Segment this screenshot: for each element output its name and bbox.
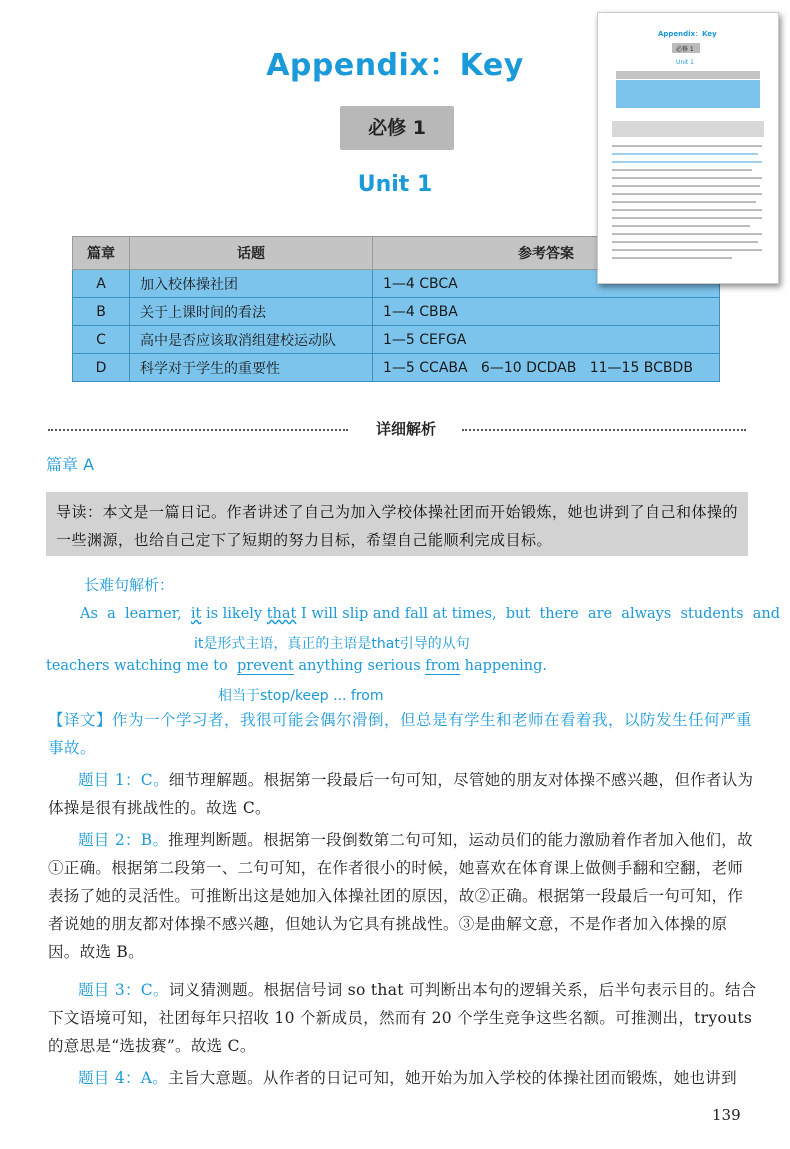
long-sentence-title: 长难句解析： [84,576,175,594]
table-row [73,298,720,326]
question-1 [48,766,758,822]
sentence-part: I will slip and fall at times, but there are always students and [296,606,781,622]
grammar-note-1: it是形式主语，真正的主语是that引导的从句 [194,636,470,652]
header-chapter: 篇章 [73,237,130,270]
row-chapter: D [73,354,130,382]
header-answer: 参考答案 [373,237,720,270]
sentence-part: teachers watching me to [46,658,237,674]
sentence-part: anything serious [293,658,426,674]
thumb-line [612,177,762,179]
sentence-it: it [190,606,202,622]
row-topic: 加入校体操社团 [130,270,373,298]
thumb-line [612,233,762,235]
table-row [73,354,720,382]
question-3 [48,976,758,1060]
thumb-title: Appendix：Key [658,30,717,38]
sentence-part: As a learner, [80,606,191,622]
thumb-line [612,161,762,163]
thumb-line [612,217,762,219]
unit-heading: Unit 1 [357,172,433,197]
table-row [73,326,720,354]
thumb-line [612,225,750,227]
thumb-line [612,241,758,243]
row-answer: 1—5 CEFGA [373,326,720,354]
row-chapter: C [73,326,130,354]
question-text: 主旨大意题。从作者的日记可知，她开始为加入学校的体操社团而锻炼，她也讲到 [168,1069,737,1087]
sentence-prevent: prevent [237,658,294,674]
thumb-unit: Unit 1 [676,59,694,66]
sentence-that: that [266,606,297,622]
question-2 [48,826,758,966]
chapter-heading: 篇章 A [46,455,95,474]
page-title: Appendix：Key [266,48,524,83]
row-chapter: A [73,270,130,298]
thumb-badge: 必修 1 [676,46,694,53]
detail-heading: 详细解析 [375,420,436,438]
row-topic: 关于上课时间的看法 [130,298,373,326]
page-thumbnail [597,12,779,284]
row-chapter: B [73,298,130,326]
sentence-from: from [425,658,461,674]
row-topic: 科学对于学生的重要性 [130,354,373,382]
divider-left [48,429,348,431]
header-topic: 话题 [130,237,373,270]
module-badge: 必修 1 [340,106,454,150]
translation: 【译文】作为一个学习者，我很可能会偶尔滑倒，但总是有学生和老师在看着我，以防发生任何严重事故。 [48,711,753,757]
page-number: 139 [712,1106,741,1124]
question-4 [48,1064,758,1092]
row-answer: 1—4 CBCA [373,270,720,298]
row-topic: 高中是否应该取消组建校运动队 [130,326,373,354]
question-label: 题目 2：B。 [78,831,169,849]
thumb-table-body [616,80,760,108]
row-answer: 1—4 CBBA [373,298,720,326]
question-text: 细节理解题。根据第一段最后一句可知，尽管她的朋友对体操不感兴趣，但作者认为体操是很有挑战性的。故选 C。 [48,771,754,817]
thumb-line [612,201,756,203]
thumb-line [612,193,762,195]
intro-text: 导读：本文是一篇日记。作者讲述了自己为加入学校体操社团而开始锻炼，她也讲到了自己和体操的一些渊源，也给自己定下了短期的努力目标，希望自己能顺利完成目标。 [56,503,739,549]
divider-right [462,429,746,431]
thumb-line [612,185,760,187]
thumb-line [612,249,762,251]
grammar-note-2: 相当于stop/keep ... from [218,688,384,704]
question-label: 题目 3：C。 [78,981,169,999]
thumb-line [612,257,732,259]
row-answer: 1—5 CCABA 6—10 DCDAB 11—15 BCBDB [373,354,720,382]
question-text: 词义猜测题。根据信号词 so that 可判断出本句的逻辑关系，后半句表示目的。结合下文语境可知，社团每年只招收 10 个新成员，然而有 20 个学生竞争这些名额。可推测出，tryouts 的意思是“选拔赛”。故选 C。 [48,981,757,1055]
sentence-line-2 [46,658,547,674]
thumb-line [612,153,758,155]
sentence-part: is likely [201,606,267,622]
question-label: 题目 1：C。 [78,771,169,789]
thumb-table-head [616,71,760,79]
question-label: 题目 4：A。 [78,1069,169,1087]
thumb-line [612,209,762,211]
sentence-line-1 [80,606,780,622]
thumb-intro [612,121,764,137]
question-text: 推理判断题。根据第一段倒数第二句可知，运动员们的能力激励着作者加入他们，故①正确。根据第二段第一、二句可知，在作者很小的时候，她喜欢在体育课上做侧手翻和空翻，老师表扬了她的灵活性。可推断出这是她加入体操社团的原因，故②正确。根据第一段最后一句可知，作者说她的朋友都对体操不感兴趣，但她认为它具有挑战性。③是曲解文意，不是作者加入体操的原因。故选 B。 [48,831,753,961]
thumb-line [612,145,762,147]
sentence-part: happening. [460,658,547,674]
thumb-line [612,169,752,171]
